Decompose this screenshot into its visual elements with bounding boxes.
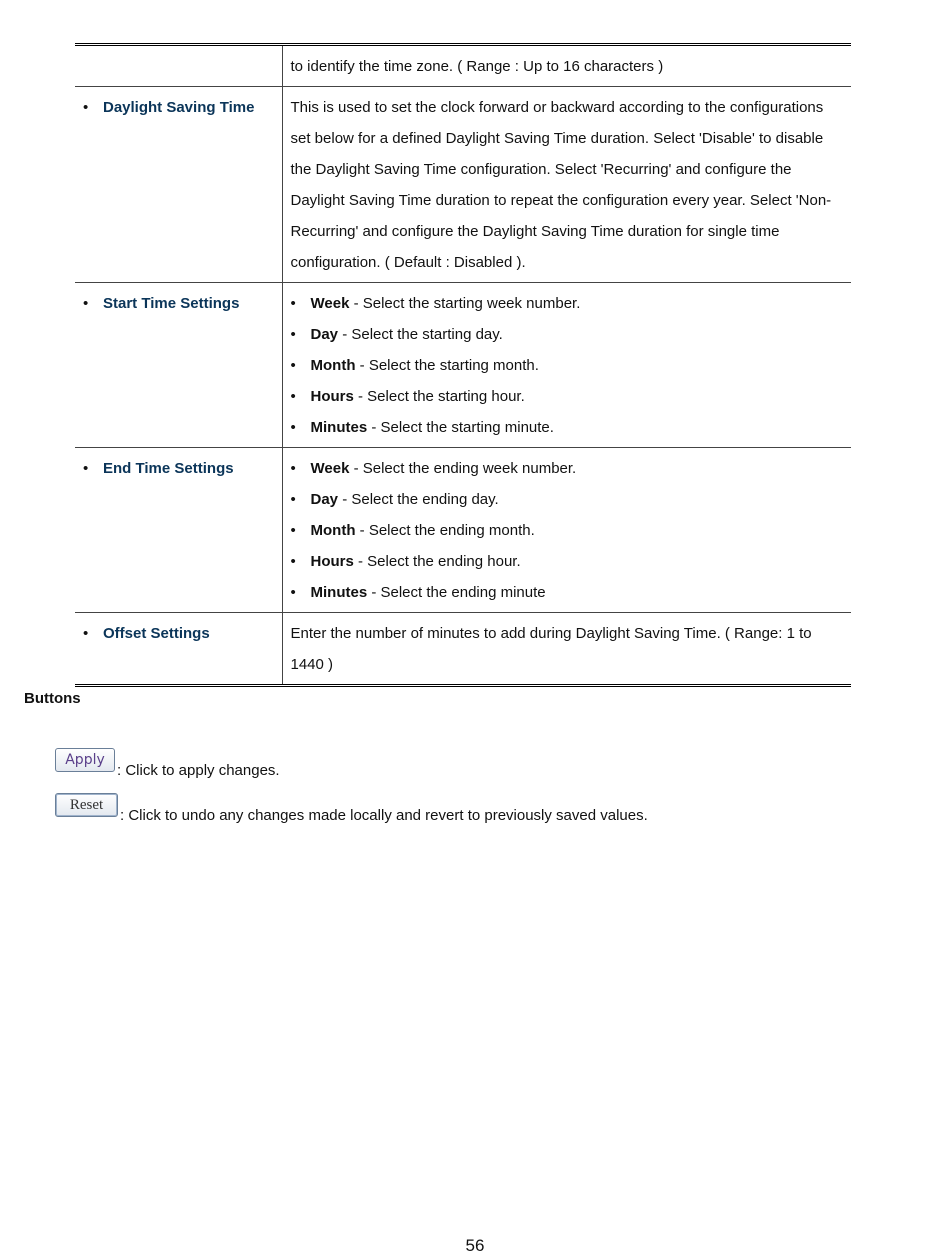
bullet-icon: •	[290, 388, 296, 405]
bullet-icon: •	[83, 625, 89, 642]
list-item: • Day - Select the starting day.	[291, 319, 844, 350]
bullet-icon: •	[290, 295, 296, 312]
parameter-description: to identify the time zone. ( Range : Up to 16 characters )	[282, 45, 851, 87]
list-item: • Month - Select the starting month.	[291, 350, 844, 381]
settings-list	[291, 453, 844, 608]
list-item: • Day - Select the ending day.	[291, 484, 844, 515]
table-row	[75, 613, 851, 686]
bullet-icon: •	[290, 553, 296, 570]
list-item: • Minutes - Select the starting minute.	[291, 412, 844, 443]
reset-description: : Click to undo any changes made locally and revert to previously saved values.	[120, 807, 648, 824]
parameter-name-cell	[75, 45, 282, 87]
table-row	[75, 283, 851, 448]
apply-button-row	[55, 748, 280, 779]
reset-button-row	[55, 793, 648, 824]
list-item: • Week - Select the starting week number.	[291, 288, 844, 319]
bullet-icon: •	[290, 357, 296, 374]
table-row	[75, 87, 851, 283]
apply-button[interactable]: Apply	[55, 748, 115, 772]
parameter-name: Start Time Settings	[103, 295, 240, 312]
page-number: 56	[465, 1236, 485, 1255]
parameter-name: End Time Settings	[103, 460, 234, 477]
bullet-icon: •	[290, 584, 296, 601]
parameter-name: Offset Settings	[103, 625, 210, 642]
bullet-icon: •	[290, 460, 296, 477]
bullet-icon: •	[290, 522, 296, 539]
reset-button[interactable]: Reset	[55, 793, 118, 817]
list-item: • Hours - Select the ending hour.	[291, 546, 844, 577]
bullet-icon: •	[83, 99, 89, 116]
settings-list	[291, 288, 844, 443]
bullet-icon: •	[83, 295, 89, 312]
parameter-description: Enter the number of minutes to add during Daylight Saving Time. ( Range: 1 to 1440 )	[290, 625, 812, 673]
bullet-icon: •	[290, 326, 296, 343]
table-row	[75, 448, 851, 613]
bullet-icon: •	[83, 460, 89, 477]
apply-description: : Click to apply changes.	[117, 762, 280, 779]
parameter-table	[75, 43, 851, 687]
list-item: • Minutes - Select the ending minute	[291, 577, 844, 608]
section-heading: Buttons	[24, 690, 81, 707]
parameter-description: This is used to set the clock forward or backward according to the configurations set below for a defined Daylight Saving Time duration. Select 'Disable' to disable the Daylight Saving Time configuration. Select 'Recurring' and configure the Daylight Saving Time duration to repeat the configuration every year. Select 'Non-Recurring' and configure the Daylight Saving Time duration for single time configuration. ( Default : Disabled ).	[282, 87, 851, 283]
parameter-name: Daylight Saving Time	[103, 99, 255, 116]
table-row	[75, 45, 851, 87]
list-item: • Week - Select the ending week number.	[291, 453, 844, 484]
bullet-icon: •	[290, 491, 296, 508]
list-item: • Month - Select the ending month.	[291, 515, 844, 546]
list-item: • Hours - Select the starting hour.	[291, 381, 844, 412]
bullet-icon: •	[290, 419, 296, 436]
